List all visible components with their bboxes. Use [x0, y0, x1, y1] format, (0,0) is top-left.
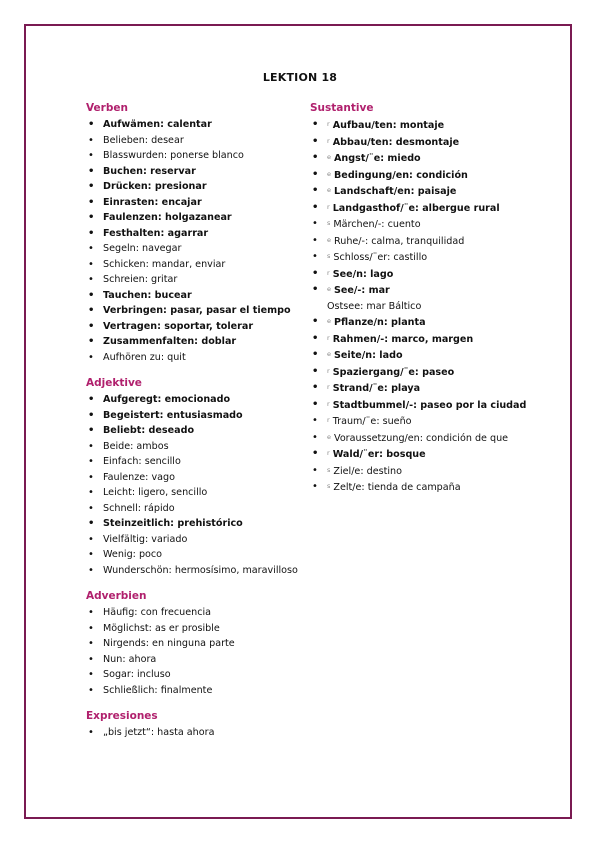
list-item: [86, 470, 301, 486]
bullet-icon: •: [88, 607, 94, 618]
bullet-icon: •: [88, 456, 94, 467]
gender-marker: s: [327, 465, 331, 474]
list-item: [310, 266, 555, 283]
list-item: [310, 479, 555, 496]
bullet-icon: •: [88, 440, 94, 452]
list-item: [86, 454, 301, 470]
bullet-icon: •: [88, 351, 94, 363]
item-text: Pflanze/n: planta: [334, 317, 426, 328]
item-text: Abbau/ten: desmontaje: [332, 136, 460, 148]
expresiones-list: [86, 725, 301, 741]
list-item: [86, 288, 301, 304]
bullet-icon: •: [312, 415, 318, 426]
list-item: [86, 516, 301, 532]
list-item: [86, 226, 301, 242]
item-text: See/-: mar: [334, 285, 390, 296]
bullet-icon: •: [88, 409, 95, 421]
list-item: [310, 331, 555, 348]
list-item: [86, 725, 301, 741]
item-text: Landgasthof/¨e: albergue rural: [332, 202, 500, 214]
gender-marker: r: [327, 383, 330, 391]
bullet-icon: •: [312, 168, 319, 180]
bullet-icon: •: [88, 487, 94, 498]
item-text: Wunderschön: hermosísimo, maravilloso: [103, 564, 298, 576]
item-text: Angst/¨e: miedo: [334, 153, 421, 164]
list-item: [86, 195, 301, 211]
adverbien-list: [86, 605, 301, 698]
list-item: [310, 380, 555, 397]
item-text: Beide: ambos: [103, 440, 169, 452]
bullet-icon: •: [312, 201, 319, 213]
gender-marker: e: [327, 153, 331, 161]
bullet-icon: •: [312, 431, 318, 443]
item-text: Belieben: desear: [103, 134, 184, 146]
item-text: Schließlich: finalmente: [103, 684, 213, 696]
bullet-icon: •: [312, 382, 319, 393]
gender-marker: r: [327, 366, 330, 375]
bullet-icon: •: [88, 289, 95, 301]
list-item: [86, 350, 301, 366]
bullet-icon: •: [88, 196, 95, 208]
gender-marker: s: [327, 482, 331, 490]
bullet-icon: •: [88, 181, 95, 192]
item-text: Häufig: con frecuencia: [103, 607, 212, 618]
gender-marker: r: [327, 449, 330, 457]
list-item: [86, 164, 301, 180]
list-item: [86, 485, 301, 501]
list-item: [86, 133, 301, 149]
bullet-icon: •: [88, 502, 94, 514]
item-text: Voraussetzung/en: condición de que: [334, 432, 509, 444]
gender-marker: r: [327, 136, 330, 145]
list-item: [86, 636, 301, 652]
list-item: [86, 408, 301, 424]
item-text: Beliebt: deseado: [103, 425, 195, 436]
gender-marker: e: [327, 169, 331, 178]
bullet-icon: •: [88, 258, 94, 270]
bullet-icon: •: [88, 727, 94, 738]
gender-marker: e: [327, 285, 331, 293]
item-text: Zusammenfalten: doblar: [103, 336, 237, 347]
bullet-icon: •: [312, 448, 319, 459]
list-item: [310, 282, 555, 299]
list-item: [86, 501, 301, 517]
adjektive-heading: Adjektive: [86, 377, 142, 389]
bullet-icon: •: [88, 638, 94, 649]
list-item: [310, 430, 555, 447]
list-item: [310, 233, 555, 250]
bullet-icon: •: [312, 365, 319, 377]
bullet-icon: •: [88, 684, 94, 696]
list-item: [310, 150, 555, 167]
item-subtext: Ostsee: mar Báltico: [327, 300, 422, 312]
item-text: Einrasten: encajar: [103, 196, 202, 208]
list-item: [86, 148, 301, 164]
right-column: [310, 102, 555, 496]
bullet-icon: •: [312, 464, 318, 476]
list-item: [86, 621, 301, 637]
list-item: [86, 241, 301, 257]
item-text: Ziel/e: destino: [333, 465, 402, 477]
item-text: Bedingung/en: condición: [334, 169, 468, 181]
bullet-icon: •: [88, 119, 95, 130]
bullet-icon: •: [88, 471, 94, 483]
bullet-icon: •: [88, 564, 94, 576]
bullet-icon: •: [312, 332, 319, 344]
bullet-icon: •: [312, 234, 318, 246]
list-item: [86, 547, 301, 563]
gender-marker: e: [327, 186, 331, 194]
bullet-icon: •: [312, 481, 318, 492]
bullet-icon: •: [88, 134, 94, 146]
item-text: Ruhe/-: calma, tranquilidad: [334, 235, 465, 247]
list-item: [86, 652, 301, 668]
list-item: [86, 605, 301, 621]
bullet-icon: •: [312, 349, 319, 360]
list-item: [310, 446, 555, 463]
bullet-icon: •: [88, 622, 94, 634]
bullet-icon: •: [88, 549, 94, 560]
adverbien-heading: Adverbien: [86, 590, 147, 602]
item-text: Rahmen/-: marco, margen: [332, 333, 474, 345]
list-item: [86, 272, 301, 288]
list-item: [310, 314, 555, 331]
verben-heading: Verben: [86, 102, 128, 114]
list-item: [310, 183, 555, 200]
list-item: [86, 392, 301, 408]
gender-marker: r: [327, 268, 330, 277]
list-item: [86, 257, 301, 273]
sustantive-heading: Sustantive: [310, 102, 374, 114]
bullet-icon: •: [88, 669, 94, 680]
item-text: Tauchen: bucear: [103, 289, 192, 301]
item-text: Traum/¨e: sueño: [332, 416, 412, 427]
bullet-icon: •: [312, 119, 319, 130]
bullet-icon: •: [88, 243, 94, 254]
item-text: Faulenzen: holgazanear: [103, 212, 232, 223]
bullet-icon: •: [88, 320, 95, 332]
item-text: Buchen: reservar: [103, 165, 196, 177]
gender-marker: e: [327, 350, 331, 358]
bullet-icon: •: [88, 518, 95, 529]
item-text: Begeistert: entusiasmado: [103, 409, 243, 421]
list-item: [86, 179, 301, 195]
bullet-icon: •: [88, 533, 94, 545]
item-text: Schloss/¨er: castillo: [333, 252, 428, 263]
item-text: Aufwämen: calentar: [103, 119, 212, 130]
list-item: [310, 347, 555, 364]
gender-marker: r: [327, 416, 330, 424]
gender-marker: r: [327, 120, 330, 128]
item-text: Festhalten: agarrar: [103, 227, 209, 239]
bullet-icon: •: [88, 274, 94, 285]
list-item: [310, 134, 555, 151]
bullet-icon: •: [88, 227, 95, 239]
item-text: Schicken: mandar, enviar: [103, 258, 226, 270]
bullet-icon: •: [312, 135, 319, 147]
item-text: Märchen/-: cuento: [333, 219, 421, 230]
list-item: [86, 667, 301, 683]
list-item: [310, 117, 555, 134]
left-column: [86, 102, 301, 741]
gender-marker: r: [327, 202, 330, 211]
list-item: [310, 463, 555, 480]
list-item: [86, 303, 301, 319]
item-text: Schnell: rápido: [103, 502, 175, 514]
gender-marker: s: [327, 252, 331, 260]
bullet-icon: •: [88, 212, 95, 223]
list-item: [310, 413, 555, 430]
item-text: Spaziergang/¨e: paseo: [332, 366, 455, 378]
item-text: See/n: lago: [332, 268, 394, 280]
sustantive-list: [310, 117, 555, 496]
bullet-icon: •: [88, 653, 94, 665]
item-text: Faulenze: vago: [103, 471, 175, 483]
list-item: [86, 210, 301, 226]
item-text: Wenig: poco: [103, 549, 163, 560]
item-text: Einfach: sencillo: [103, 456, 181, 467]
list-item: [310, 397, 555, 414]
list-item: [310, 364, 555, 381]
item-text: Verbringen: pasar, pasar el tiempo: [103, 305, 291, 316]
gender-marker: r: [327, 399, 330, 408]
bullet-icon: •: [312, 284, 319, 295]
page-title: LEKTION 18: [262, 71, 338, 84]
gender-marker: e: [327, 432, 331, 441]
item-text: Vertragen: soportar, tolerar: [103, 320, 254, 332]
list-item: [86, 117, 301, 133]
gender-marker: e: [327, 235, 331, 244]
item-text: Schreien: gritar: [103, 274, 178, 285]
item-text: Leicht: ligero, sencillo: [103, 487, 208, 498]
bullet-icon: •: [312, 316, 319, 327]
bullet-icon: •: [312, 267, 319, 279]
adjektive-list: [86, 392, 301, 578]
bullet-icon: •: [88, 394, 95, 405]
bullet-icon: •: [88, 336, 95, 347]
item-text: Aufgeregt: emocionado: [103, 394, 231, 405]
bullet-icon: •: [88, 425, 95, 436]
list-item: [86, 423, 301, 439]
bullet-icon: •: [88, 150, 94, 161]
bullet-icon: •: [88, 305, 95, 316]
bullet-icon: •: [312, 152, 319, 163]
item-text: Strand/¨e: playa: [332, 383, 421, 394]
item-text: „bis jetzt“: hasta ahora: [103, 727, 215, 738]
item-text: Segeln: navegar: [103, 243, 182, 254]
list-item: [86, 334, 301, 350]
list-item: [310, 167, 555, 184]
item-text: Nun: ahora: [103, 653, 157, 665]
list-item: [310, 216, 555, 233]
gender-marker: s: [327, 219, 331, 227]
list-item: [86, 439, 301, 455]
expresiones-heading: Expresiones: [86, 710, 158, 722]
item-text: Vielfältig: variado: [103, 533, 188, 545]
item-text: Steinzeitlich: prehistórico: [103, 518, 243, 529]
item-text: Drücken: presionar: [103, 181, 207, 192]
bullet-icon: •: [312, 185, 319, 196]
item-text: Sogar: incluso: [103, 669, 171, 680]
bullet-icon: •: [312, 251, 318, 262]
item-text: Seite/n: lado: [334, 350, 403, 361]
list-item: [310, 249, 555, 266]
item-text: Aufbau/ten: montaje: [332, 120, 445, 131]
bullet-icon: •: [312, 218, 318, 229]
item-text: Aufhören zu: quit: [103, 351, 186, 363]
item-text: Stadtbummel/-: paseo por la ciudad: [332, 399, 527, 411]
item-text: Möglichst: as er prosible: [103, 622, 220, 634]
item-text: Landschaft/en: paisaje: [334, 186, 457, 197]
item-text: Zelt/e: tienda de campaña: [333, 482, 461, 493]
verben-list: [86, 117, 301, 365]
list-item: [86, 319, 301, 335]
item-text: Blasswurden: ponerse blanco: [103, 150, 244, 161]
gender-marker: e: [327, 317, 331, 325]
list-item: [310, 200, 555, 217]
bullet-icon: •: [88, 165, 95, 177]
list-item: [86, 532, 301, 548]
list-item: [86, 563, 301, 579]
gender-marker: r: [327, 333, 330, 342]
bullet-icon: •: [312, 398, 319, 410]
item-text: Wald/¨er: bosque: [332, 449, 426, 460]
list-item: [86, 683, 301, 699]
item-text: Nirgends: en ninguna parte: [103, 638, 235, 649]
